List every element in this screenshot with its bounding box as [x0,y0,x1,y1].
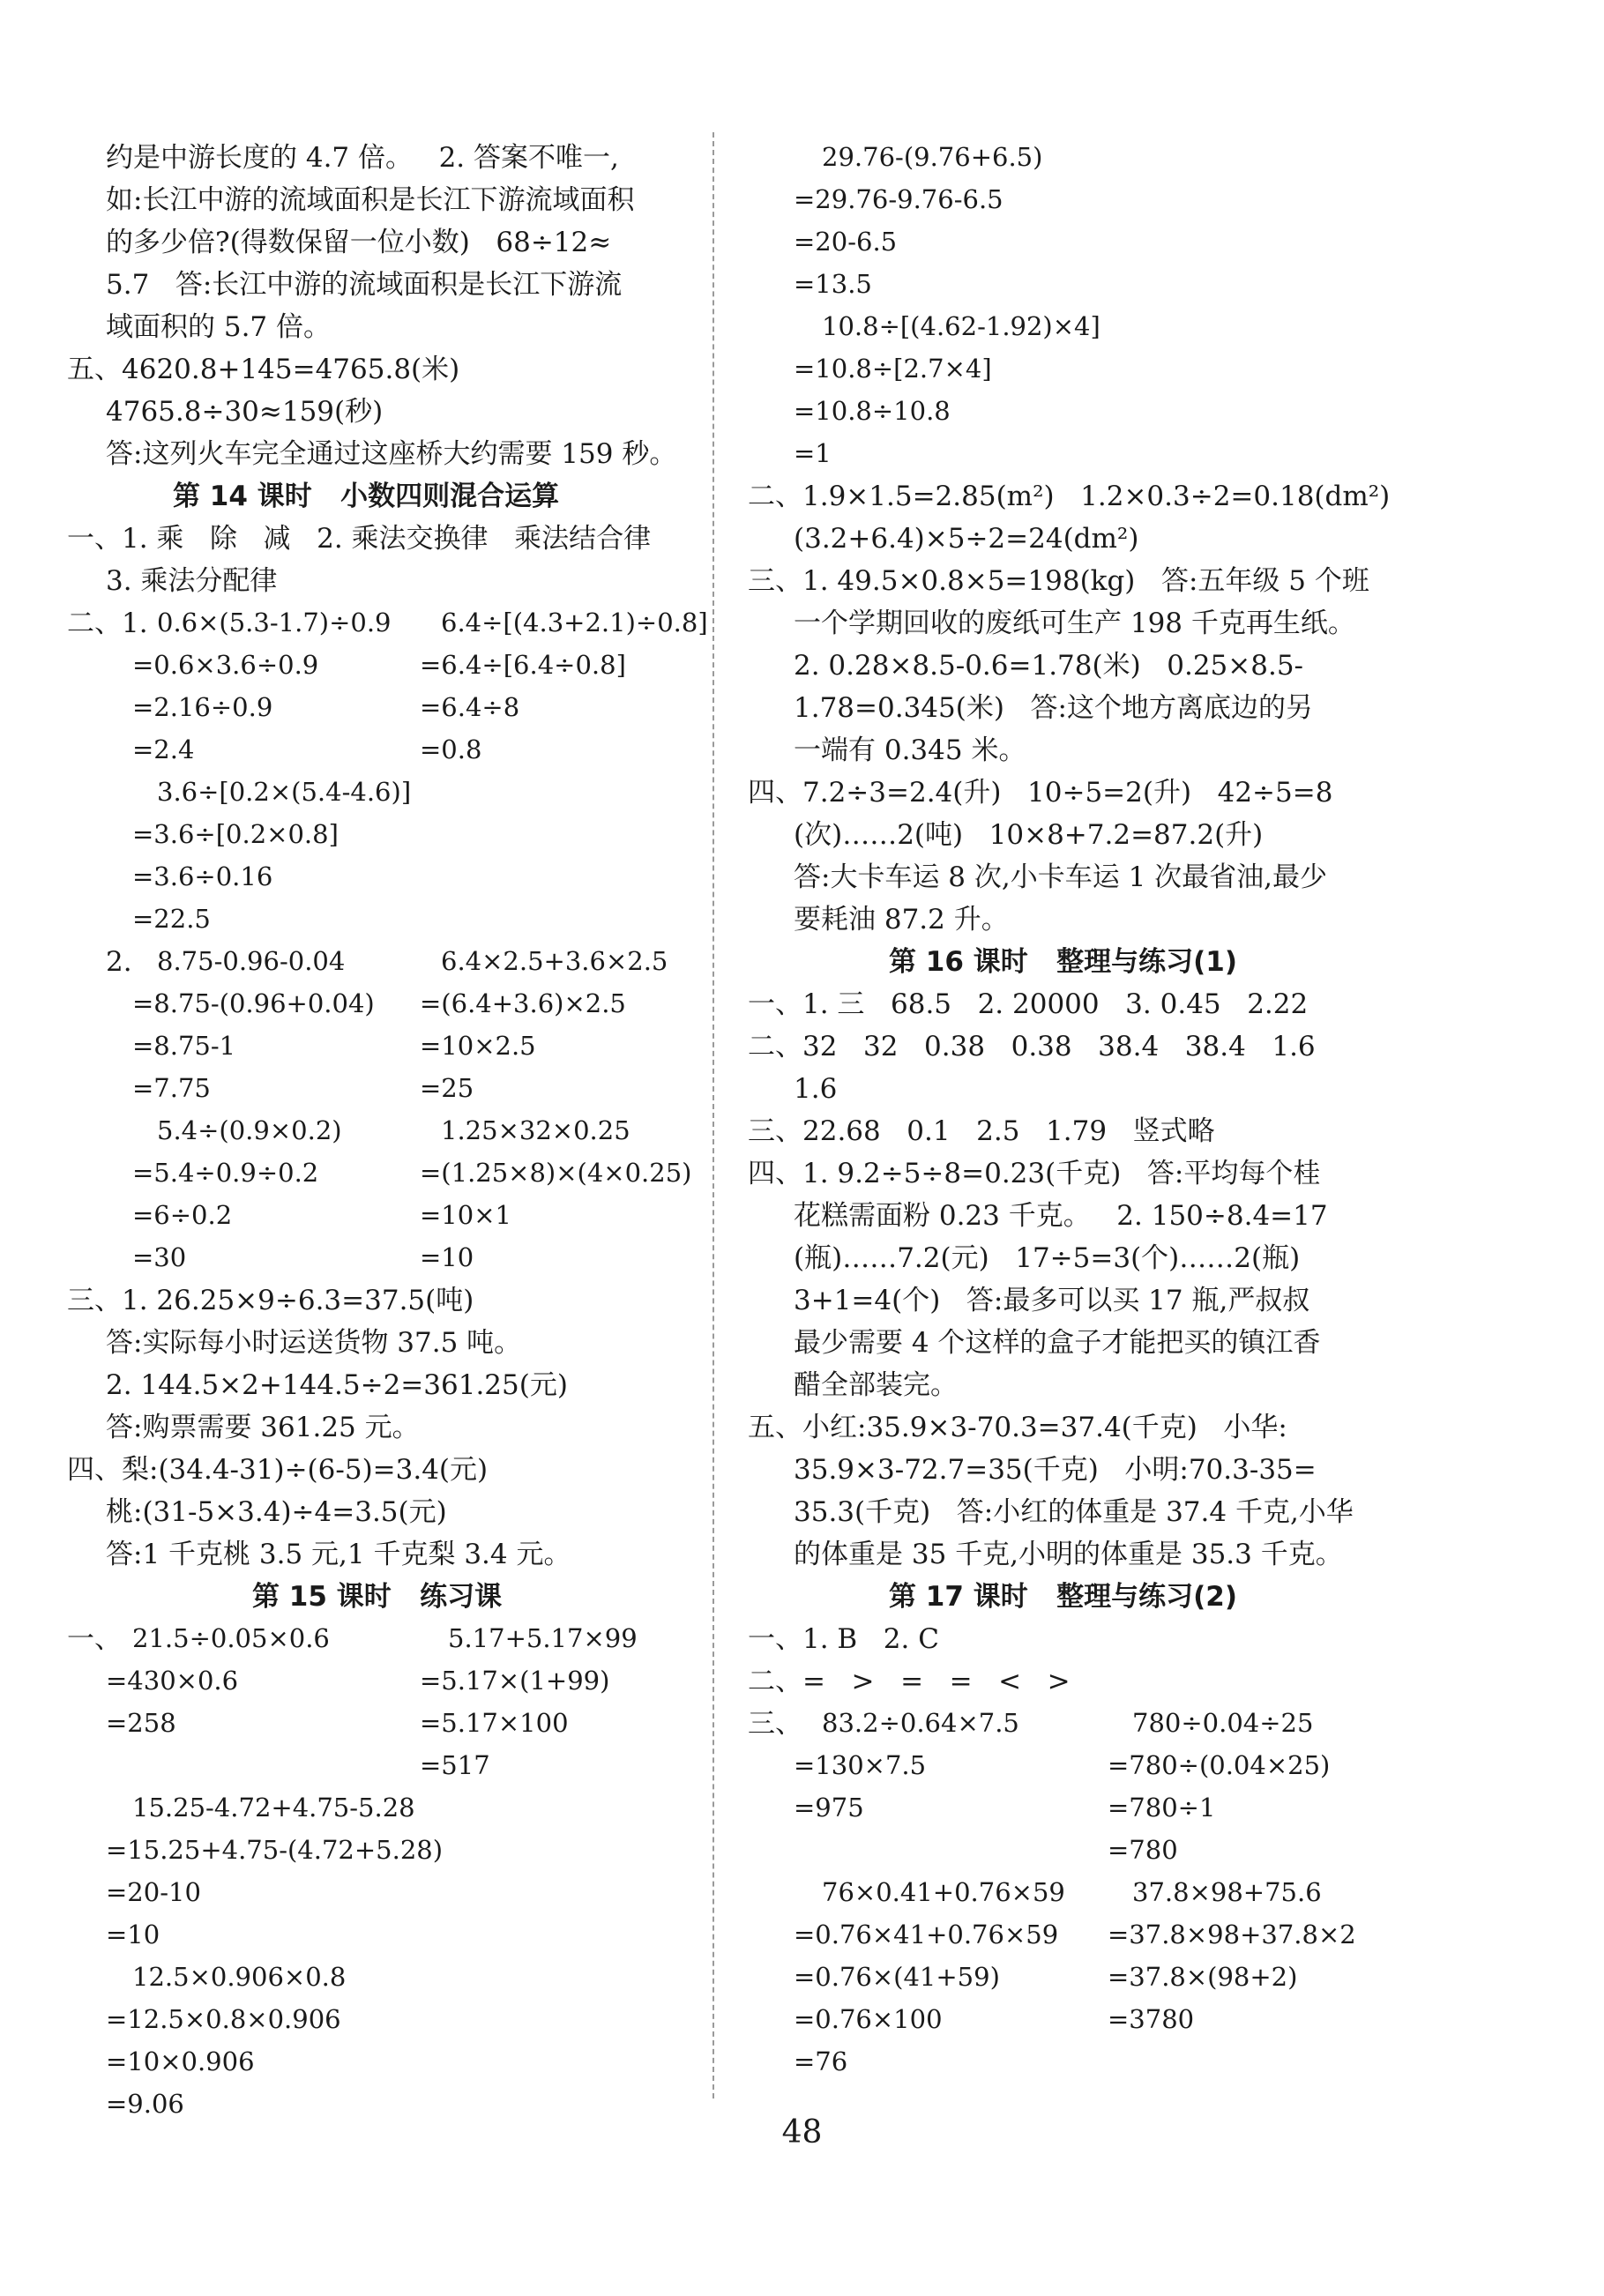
math-line: =3.6÷0.16 [132,861,273,891]
math-line: =10.8÷[2.7×4] [794,354,992,384]
math-line: =430×0.6 [106,1666,239,1696]
text-line: 域面积的 5.7 倍。 [106,311,332,343]
math-line: 15.25-4.72+4.75-5.28 [132,1793,415,1823]
math-line: =37.8×98+37.8×2 [1108,1920,1356,1949]
math-line: 5.17+5.17×99 [448,1623,638,1653]
math-line: =10.8÷10.8 [794,396,951,426]
math-line: =12.5×0.8×0.906 [106,2004,341,2034]
text-line: 五、4620.8+145=4765.8(米) [67,354,460,385]
text-line: 约是中游长度的 4.7 倍。 2. 答案不唯一, [106,142,619,174]
text-line: 答:1 千克桃 3.5 元,1 千克梨 3.4 元。 [106,1539,571,1570]
text-line: 一个学期回收的废纸可生产 198 千克再生纸。 [794,608,1355,639]
math-line: =5.4÷0.9÷0.2 [132,1158,319,1188]
math-line: =8.75-1 [132,1031,236,1061]
math-line: =3.6÷[0.2×0.8] [132,819,339,849]
text-line: 2. 144.5×2+144.5÷2=361.25(元) [106,1369,568,1401]
text-line: (3.2+6.4)×5÷2=24(dm²) [794,523,1139,555]
math-line: 6.4×2.5+3.6×2.5 [441,946,668,976]
math-line: =0.76×(41+59) [794,1962,1000,1992]
math-line: =0.8 [420,734,482,764]
text-line: 五、小红:35.9×3-70.3=37.4(千克) 小华: [748,1412,1287,1443]
text-line: 5.7 答:长江中游的流域面积是长江下游流 [106,269,623,301]
text-line: 二、32 32 0.38 0.38 38.4 38.4 1.6 [748,1031,1316,1062]
text-line: 答:实际每小时运送货物 37.5 吨。 [106,1327,522,1359]
math-line: =25 [420,1073,474,1103]
text-line: 三、22.68 0.1 2.5 1.79 竖式略 [748,1115,1215,1147]
math-line: =30 [132,1242,187,1272]
math-line: 29.76-(9.76+6.5) [822,142,1043,172]
math-line: =10×2.5 [420,1031,536,1061]
text-line: 二、1.9×1.5=2.85(m²) 1.2×0.3÷2=0.18(dm²) [748,481,1391,512]
math-line: =29.76-9.76-6.5 [794,184,1003,214]
text-line: 如:长江中游的流域面积是长江下游流域面积 [106,184,635,216]
text-line: 二、1. [67,608,148,639]
text-line: 桃:(31-5×3.4)÷4=3.5(元) [106,1496,447,1528]
math-line: =10 [106,1920,160,1949]
text-line: 4765.8÷30≈159(秒) [106,396,384,428]
math-line: =5.17×(1+99) [420,1666,610,1696]
math-line: 12.5×0.906×0.8 [132,1962,347,1992]
math-line: 37.8×98+75.6 [1132,1877,1322,1907]
math-line: =0.6×3.6÷0.9 [132,650,319,680]
text-line: 醋全部装完。 [794,1369,958,1401]
math-line: =8.75-(0.96+0.04) [132,988,375,1018]
math-line: 0.6×(5.3-1.7)÷0.9 [157,608,392,637]
math-line: =517 [420,1750,490,1780]
math-line: =780÷1 [1108,1793,1216,1823]
text-line: 1.78=0.345(米) 答:这个地方离底边的另 [794,692,1313,724]
text-line: 答:购票需要 361.25 元。 [106,1412,420,1443]
math-line: 76×0.41+0.76×59 [822,1877,1065,1907]
math-line: =0.76×41+0.76×59 [794,1920,1059,1949]
text-line: 一、1. 三 68.5 2. 20000 3. 0.45 2.22 [748,988,1309,1020]
text-line: (次)……2(吨) 10×8+7.2=87.2(升) [794,819,1264,851]
text-line: 四、1. 9.2÷5÷8=0.23(千克) 答:平均每个桂 [748,1158,1321,1189]
text-line: 一、1. B 2. C [748,1623,939,1655]
math-line: =6÷0.2 [132,1200,233,1230]
text-line: 一、 [67,1623,122,1655]
math-line: =1 [794,438,832,468]
text-line: 一端有 0.345 米。 [794,734,1026,766]
math-line: =3780 [1108,2004,1195,2034]
math-line: 6.4÷[(4.3+2.1)÷0.8] [441,608,708,637]
page-number: 48 [781,2114,823,2151]
math-line: 83.2÷0.64×7.5 [822,1708,1019,1738]
text-line: 1.6 [794,1073,838,1105]
section-heading: 第 15 课时 练习课 [252,1581,503,1613]
math-line: =13.5 [794,269,872,299]
text-line: 答:大卡车运 8 次,小卡车运 1 次最省油,最少 [794,861,1328,893]
text-line: 35.3(千克) 答:小红的体重是 37.4 千克,小华 [794,1496,1354,1528]
text-line: 二、= > = = < > [748,1666,1071,1697]
math-line: =258 [106,1708,176,1738]
text-line: 要耗油 87.2 升。 [794,904,1009,936]
text-line: 三、1. 49.5×0.8×5=198(kg) 答:五年级 5 个班 [748,565,1369,597]
math-line: =130×7.5 [794,1750,927,1780]
math-line: =20-10 [106,1877,201,1907]
math-line: 10.8÷[(4.62-1.92)×4] [822,311,1100,341]
math-line: =(1.25×8)×(4×0.25) [420,1158,692,1188]
text-line: 花糕需面粉 0.23 千克。 2. 150÷8.4=17 [794,1200,1328,1232]
math-line: 780÷0.04÷25 [1132,1708,1314,1738]
math-line: =780÷(0.04×25) [1108,1750,1331,1780]
section-heading: 第 14 课时 小数四则混合运算 [173,481,560,512]
text-line: 四、7.2÷3=2.4(升) 10÷5=2(升) 42÷5=8 [748,777,1333,809]
math-line: =780 [1108,1835,1178,1865]
math-line: 3.6÷[0.2×(5.4-4.6)] [157,777,412,807]
math-line: =20-6.5 [794,227,898,257]
math-line: =0.76×100 [794,2004,943,2034]
section-heading: 第 17 课时 整理与练习(2) [889,1581,1238,1613]
math-line: =975 [794,1793,864,1823]
text-line: 的多少倍?(得数保留一位小数) 68÷12≈ [106,227,612,258]
math-line: =2.4 [132,734,195,764]
math-line: 8.75-0.96-0.04 [157,946,346,976]
math-line: =10×0.906 [106,2046,255,2076]
text-line: 答:这列火车完全通过这座桥大约需要 159 秒。 [106,438,677,470]
math-line: =5.17×100 [420,1708,569,1738]
math-line: =6.4÷8 [420,692,520,722]
text-line: 2. 0.28×8.5-0.6=1.78(米) 0.25×8.5- [794,650,1304,682]
math-line: =10×1 [420,1200,511,1230]
math-line: =22.5 [132,904,211,934]
math-line: =7.75 [132,1073,211,1103]
text-line: 最少需要 4 个这样的盒子才能把买的镇江香 [794,1327,1321,1359]
math-line: =37.8×(98+2) [1108,1962,1298,1992]
math-line: =2.16÷0.9 [132,692,273,722]
math-line: 21.5÷0.05×0.6 [132,1623,330,1653]
math-line: =10 [420,1242,474,1272]
text-line: (瓶)……7.2(元) 17÷5=3(个)……2(瓶) [794,1242,1301,1274]
section-heading: 第 16 课时 整理与练习(1) [889,946,1238,978]
math-line: =9.06 [106,2089,184,2119]
text-line: 三、1. 26.25×9÷6.3=37.5(吨) [67,1285,474,1316]
column-divider [712,132,714,2098]
text-line: 35.9×3-72.7=35(千克) 小明:70.3-35= [794,1454,1317,1486]
math-line: 5.4÷(0.9×0.2) [157,1115,342,1145]
text-line: 三、 [748,1708,802,1740]
math-line: =(6.4+3.6)×2.5 [420,988,626,1018]
math-line: =15.25+4.75-(4.72+5.28) [106,1835,444,1865]
text-line: 3+1=4(个) 答:最多可以买 17 瓶,严叔叔 [794,1285,1310,1316]
math-line: 1.25×32×0.25 [441,1115,630,1145]
text-line: 一、1. 乘 除 减 2. 乘法交换律 乘法结合律 [67,523,652,555]
math-line: =76 [794,2046,848,2076]
text-line: 2. [106,946,132,978]
text-line: 四、梨:(34.4-31)÷(6-5)=3.4(元) [67,1454,489,1486]
text-line: 的体重是 35 千克,小明的体重是 35.3 千克。 [794,1539,1343,1570]
text-line: 3. 乘法分配律 [106,565,278,597]
math-line: =6.4÷[6.4÷0.8] [420,650,626,680]
